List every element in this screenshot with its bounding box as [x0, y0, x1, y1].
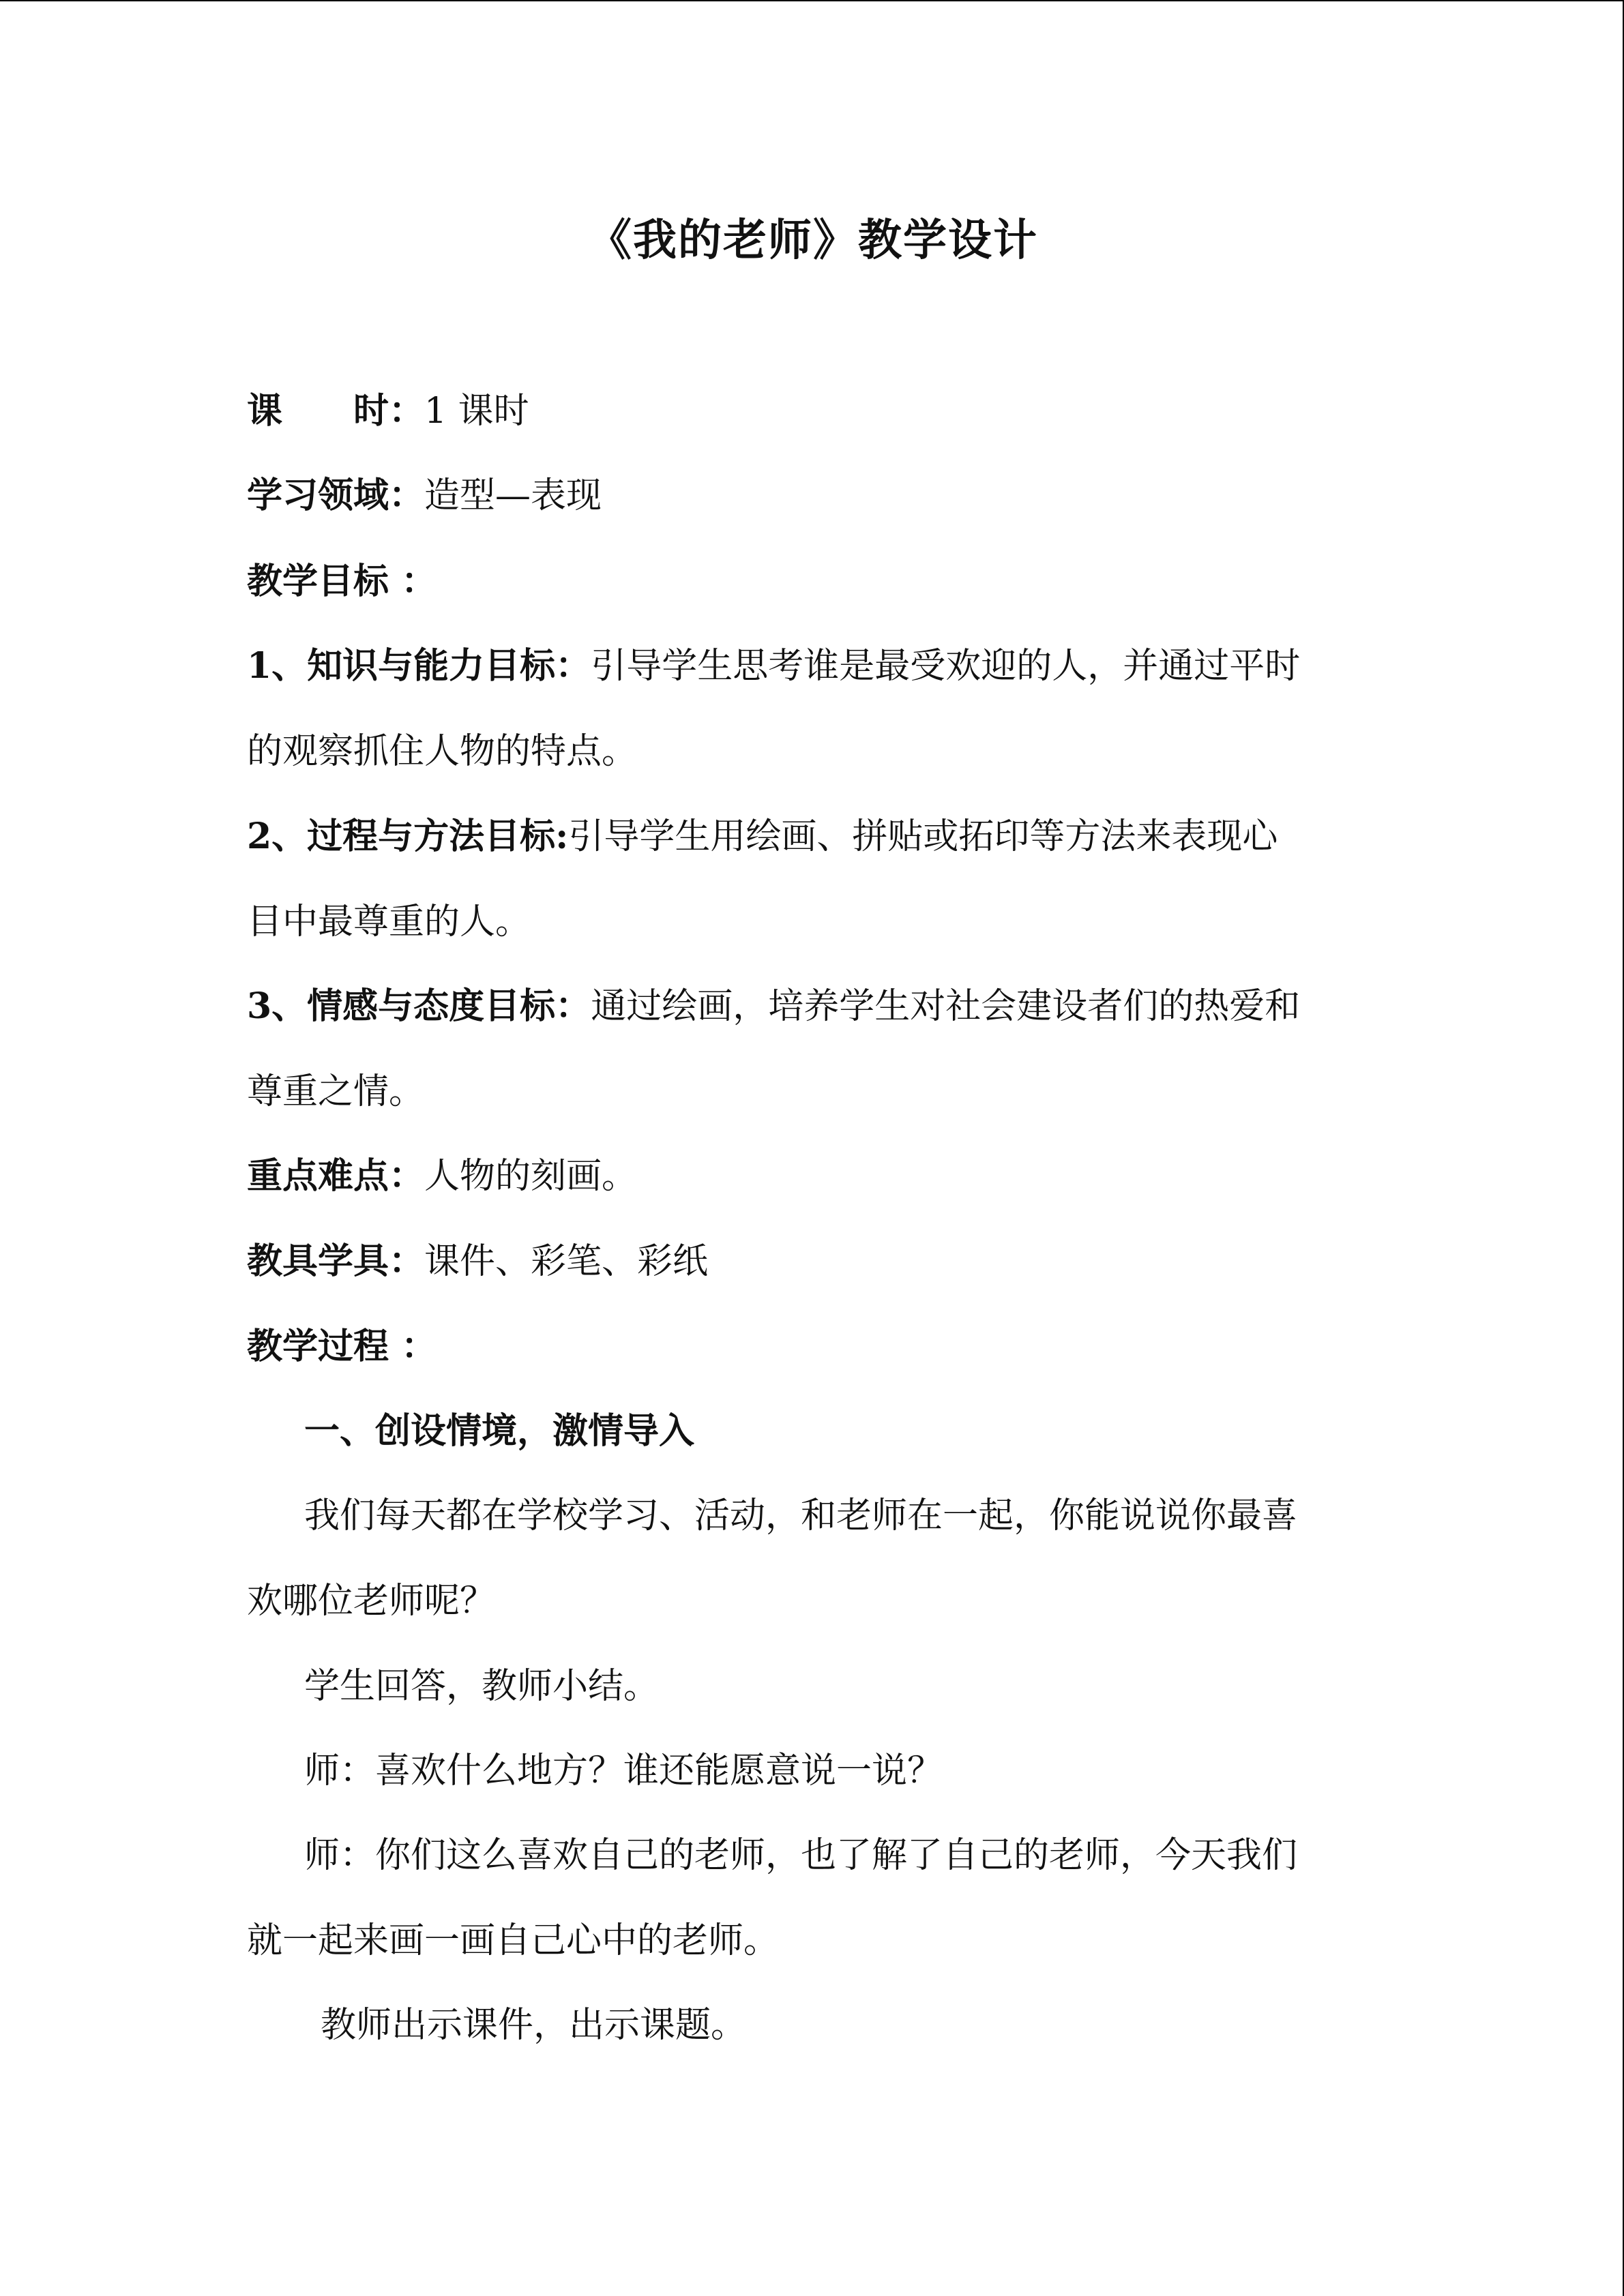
key-points-value: 人物的刻画。: [424, 1156, 638, 1197]
period-label: 课 时：: [247, 390, 425, 432]
period-row: [247, 387, 529, 435]
section-1-heading: 一、创设情境，激情导入: [304, 1410, 695, 1452]
paragraph-1-line-1: 我们每天都在学校学习、活动，和老师在一起，你能说说你最喜: [304, 1495, 1298, 1536]
goal-3-line-2: 尊重之情。: [247, 1071, 425, 1112]
field-label: 学习领域：: [247, 475, 425, 516]
key-points-row: [247, 1152, 637, 1200]
period-value: 1 课时: [424, 391, 529, 432]
paragraph-2: 学生回答，教师小结。: [304, 1666, 660, 1707]
paragraph-4-line-2: 就一起来画一画自己心中的老师。: [247, 1920, 780, 1961]
goal-2-label: 2、过程与方法目标:: [247, 816, 569, 857]
paragraph-5: 教师出示课件，出示课题。: [321, 2005, 747, 2046]
tools-label: 教具学具：: [247, 1240, 425, 1282]
goal-2-text: 引导学生用绘画、拼贴或拓印等方法来表现心: [568, 816, 1278, 857]
goal-1-label: 1、知识与能力目标：: [247, 645, 591, 687]
page-top-border: [0, 0, 1624, 1]
process-heading: 教学过程 ：: [247, 1326, 437, 1367]
goal-1-line-2: 的观察抓住人物的特点。: [247, 731, 638, 772]
tools-value: 课件、彩笔、彩纸: [424, 1241, 709, 1282]
key-points-label: 重点难点：: [247, 1155, 425, 1197]
goal-1-line-1: [247, 642, 1300, 690]
paragraph-1-line-2: 欢哪位老师呢？: [247, 1581, 496, 1622]
field-row: [247, 472, 602, 520]
goal-2-line-1: [247, 813, 1278, 861]
tools-row: [247, 1238, 708, 1285]
goal-3-line-1: [247, 983, 1300, 1030]
goal-3-label: 3、情感与态度目标：: [247, 985, 591, 1027]
goal-3-text: 通过绘画，培养学生对社会建设者们的热爱和: [591, 986, 1301, 1027]
paragraph-3: 师：喜欢什么地方？谁还能愿意说一说？: [304, 1750, 943, 1791]
goals-heading: 教学目标 ：: [247, 561, 437, 602]
field-value: 造型—表现: [424, 475, 602, 516]
goal-1-text: 引导学生思考谁是最受欢迎的人，并通过平时: [591, 646, 1301, 687]
goal-2-line-2: 目中最尊重的人。: [247, 901, 531, 942]
document-title: 《我的老师》教学设计: [588, 215, 1038, 266]
paragraph-4-line-1: 师：你们这么喜欢自己的老师，也了解了自己的老师，今天我们: [304, 1835, 1298, 1876]
